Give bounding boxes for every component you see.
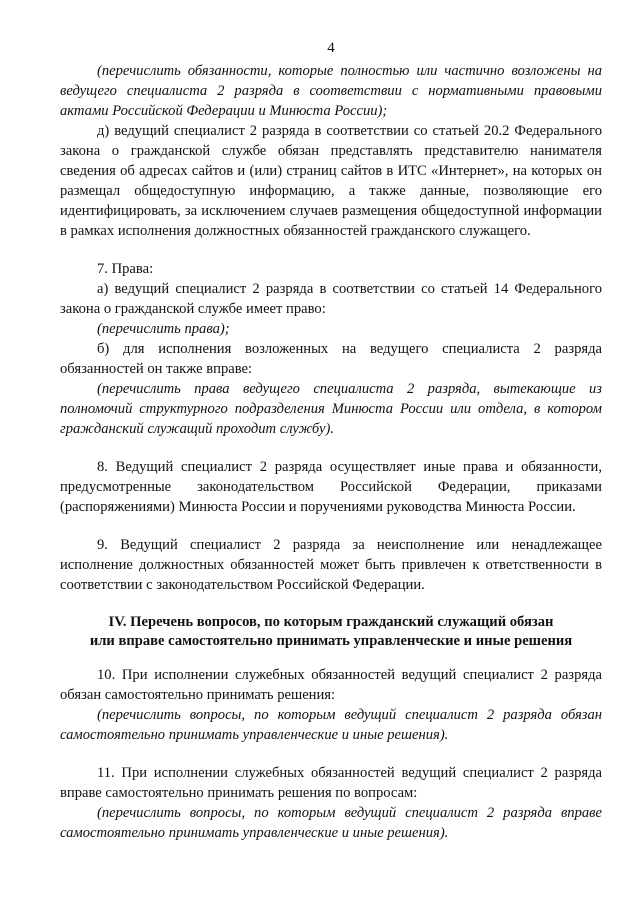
- heading-line-1: IV. Перечень вопросов, по которым гражданский служащий обязан: [108, 614, 554, 630]
- spacer: [60, 241, 602, 259]
- spacer: [60, 595, 602, 613]
- entitled-decisions-placeholder: (перечислить вопросы, по которым ведущий специалист 2 разряда вправе самостоятельно принимать управленческие и иные решения).: [60, 805, 602, 841]
- paragraph-d-websites: д) ведущий специалист 2 разряда в соответствии со статьей 20.2 Федерального закона о гражданской службе обязан представлять представителю нанимателя сведения об адресах сайтов и (или) страниц сайтов в ИТС «Интернет», на которых он размещал общедоступную информацию, а также данные, позволяющие его идентифицировать, за исключением случаев размещения общедоступной информации в рамках исполнения должностных обязанностей гражданского служащего.: [60, 123, 602, 239]
- spacer: [60, 517, 602, 535]
- paragraph-9: 9. Ведущий специалист 2 разряда за неисполнение или ненадлежащее исполнение должностных обязанностей может быть привлечен к ответственности в соответствии с законодательством Российской Федерации.: [60, 537, 602, 593]
- obliged-decisions-placeholder: (перечислить вопросы, по которым ведущий специалист 2 разряда обязан самостоятельно принимать управленческие и иные решения).: [60, 707, 602, 743]
- paragraph-b-rights: б) для исполнения возложенных на ведущего специалиста 2 разряда обязанностей он также вправе:: [60, 341, 602, 377]
- rights-list-placeholder: (перечислить права);: [97, 321, 230, 337]
- spacer: [60, 439, 602, 457]
- spacer: [60, 745, 602, 763]
- section-iv-heading: [60, 613, 602, 651]
- heading-line-2: или вправе самостоятельно принимать управленческие и иные решения: [89, 633, 573, 649]
- section-7-title: 7. Права:: [97, 261, 154, 277]
- paragraph-a-rights: а) ведущий специалист 2 разряда в соответствии со статьей 14 Федерального закона о гражданской службе имеет право:: [60, 281, 602, 317]
- paragraph-10: 10. При исполнении служебных обязанностей ведущий специалист 2 разряда обязан самостоятельно принимать решения:: [60, 667, 602, 703]
- paragraph-11: 11. При исполнении служебных обязанностей ведущий специалист 2 разряда вправе самостоятельно принимать решения по вопросам:: [60, 765, 602, 801]
- page-number: 4: [327, 40, 335, 56]
- spacer: [60, 651, 602, 665]
- paragraph-8: 8. Ведущий специалист 2 разряда осуществляет иные права и обязанности, предусмотренные законодательством Российской Федерации, приказами (распоряжениями) Минюста России и поручениями руководства Минюста России.: [60, 459, 602, 515]
- duties-list-placeholder: (перечислить обязанности, которые полностью или частично возложены на ведущего специалиста 2 разряда в соответствии с нормативными правовыми актами Российской Федерации и Минюста России);: [60, 63, 602, 119]
- additional-rights-placeholder: (перечислить права ведущего специалиста 2 разряда, вытекающие из полномочий структурного подразделения Минюста России или отдела, в котором гражданский служащий проходит службу).: [60, 381, 602, 437]
